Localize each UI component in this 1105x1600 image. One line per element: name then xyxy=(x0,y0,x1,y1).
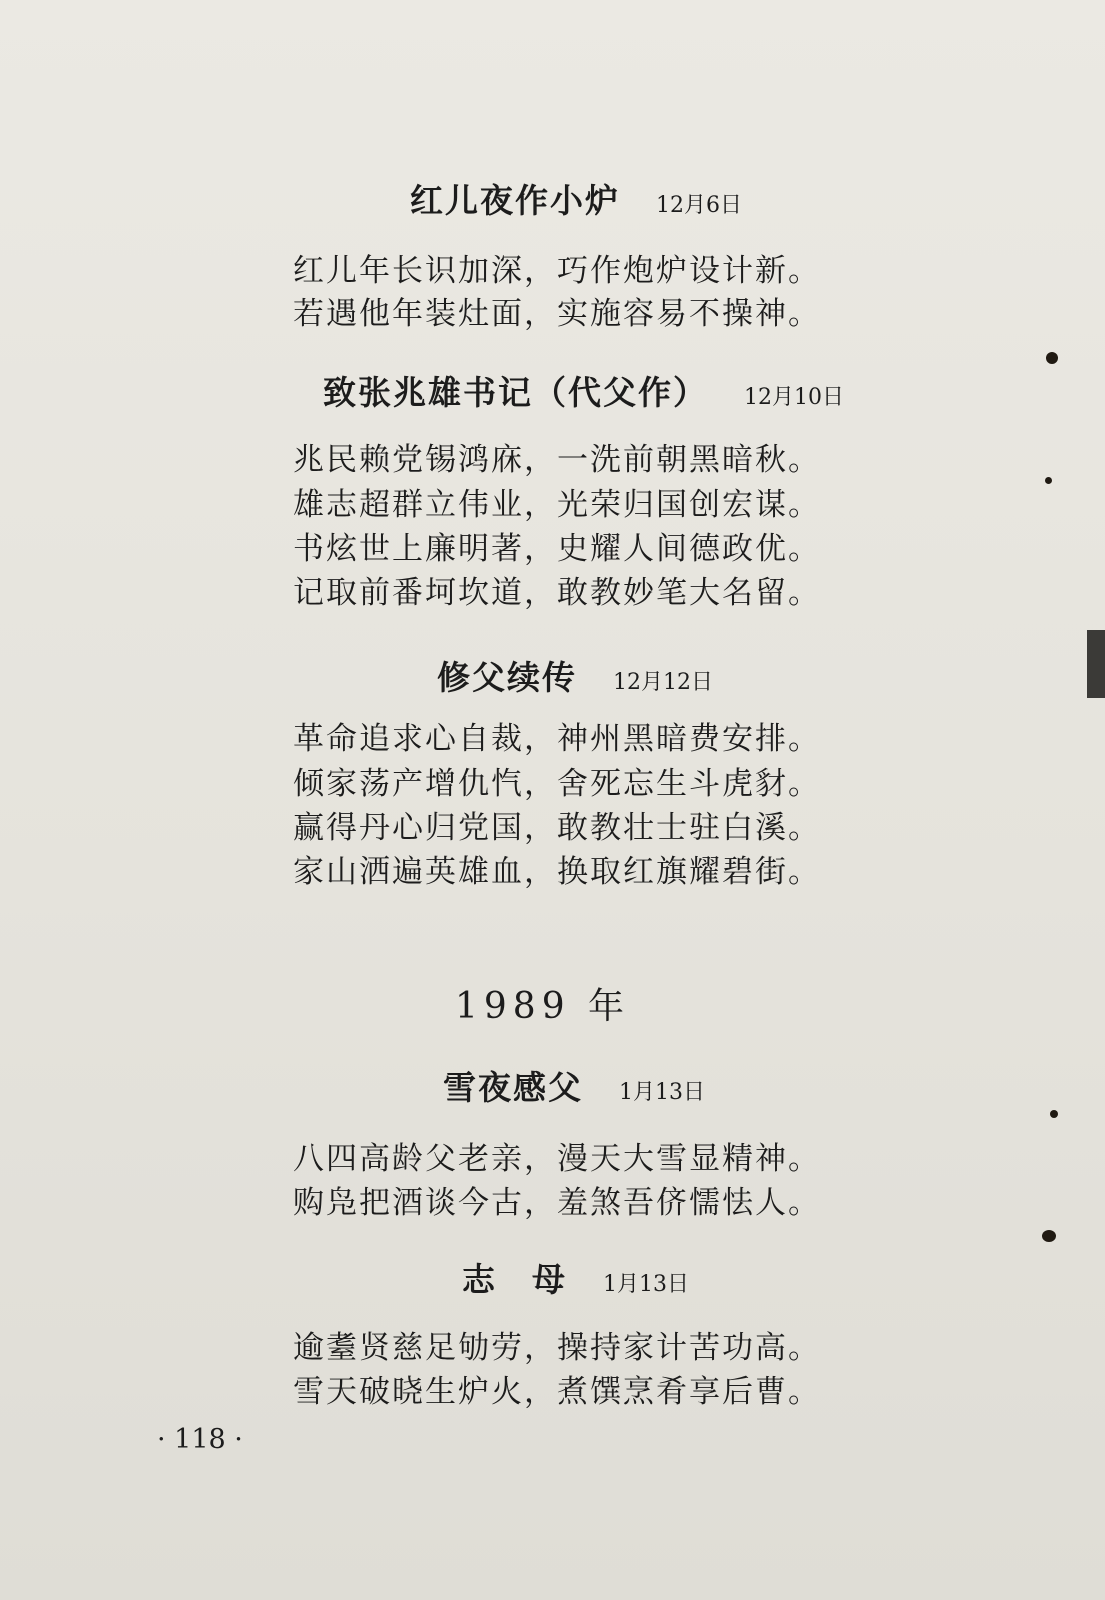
poem-line: 赢得丹心归党国，敢教壮士驻白溪。 xyxy=(293,810,821,846)
poem-line: 若遇他年装灶面，实施容易不操神。 xyxy=(293,296,821,332)
poem-header xyxy=(410,175,742,222)
poem-date: 12月12日 xyxy=(613,670,713,695)
poem-title: 志 母 xyxy=(462,1260,567,1299)
poem-title: 致张兆雄书记（代父作） xyxy=(323,373,708,412)
poem-header xyxy=(437,652,713,699)
poem-line: 兆民赖党锡鸿庥，一洗前朝黑暗秋。 xyxy=(293,442,821,478)
poem-line: 雪天破晓生炉火，煮馔烹肴享后曹。 xyxy=(293,1374,821,1410)
poem-header xyxy=(462,1254,689,1301)
poem-line: 雄志超群立伟业，光荣归国创宏谋。 xyxy=(293,487,821,523)
poem-line: 家山洒遍英雄血，换取红旗耀碧街。 xyxy=(293,854,821,890)
binding-hole xyxy=(1050,1110,1058,1118)
poem-line: 红儿年长识加深，巧作炮炉设计新。 xyxy=(293,253,821,289)
poem-header xyxy=(323,367,844,414)
poem-title: 雪夜感父 xyxy=(443,1068,583,1107)
binding-hole xyxy=(1045,477,1052,484)
poem-date: 12月10日 xyxy=(744,385,844,410)
poem-line: 八四高龄父老亲，漫天大雪显精神。 xyxy=(293,1141,821,1177)
poem-date: 1月13日 xyxy=(603,1272,689,1297)
binding-hole xyxy=(1042,1230,1056,1242)
poem-date: 1月13日 xyxy=(619,1080,705,1105)
page-edge-tab xyxy=(1087,630,1105,698)
binding-hole xyxy=(1046,352,1058,364)
poem-title: 红儿夜作小炉 xyxy=(410,181,620,220)
page-number: · 118 · xyxy=(157,1424,243,1455)
year-heading: 1989 年 xyxy=(455,986,631,1027)
poem-date: 12月6日 xyxy=(656,193,742,218)
poem-line: 逾耋贤慈足劬劳，操持家计苦功高。 xyxy=(293,1330,821,1366)
poem-header xyxy=(443,1062,705,1109)
poem-line: 革命追求心自裁，神州黑暗费安排。 xyxy=(293,721,821,757)
poem-line: 倾家荡产增仇忾，舍死忘生斗虎豺。 xyxy=(293,766,821,802)
poem-line: 购凫把酒谈今古，羞煞吾侪懦怯人。 xyxy=(293,1185,821,1221)
poem-line: 书炫世上廉明著，史耀人间德政优。 xyxy=(293,531,821,567)
poem-line: 记取前番坷坎道，敢教妙笔大名留。 xyxy=(293,575,821,611)
poem-title: 修父续传 xyxy=(437,658,577,697)
